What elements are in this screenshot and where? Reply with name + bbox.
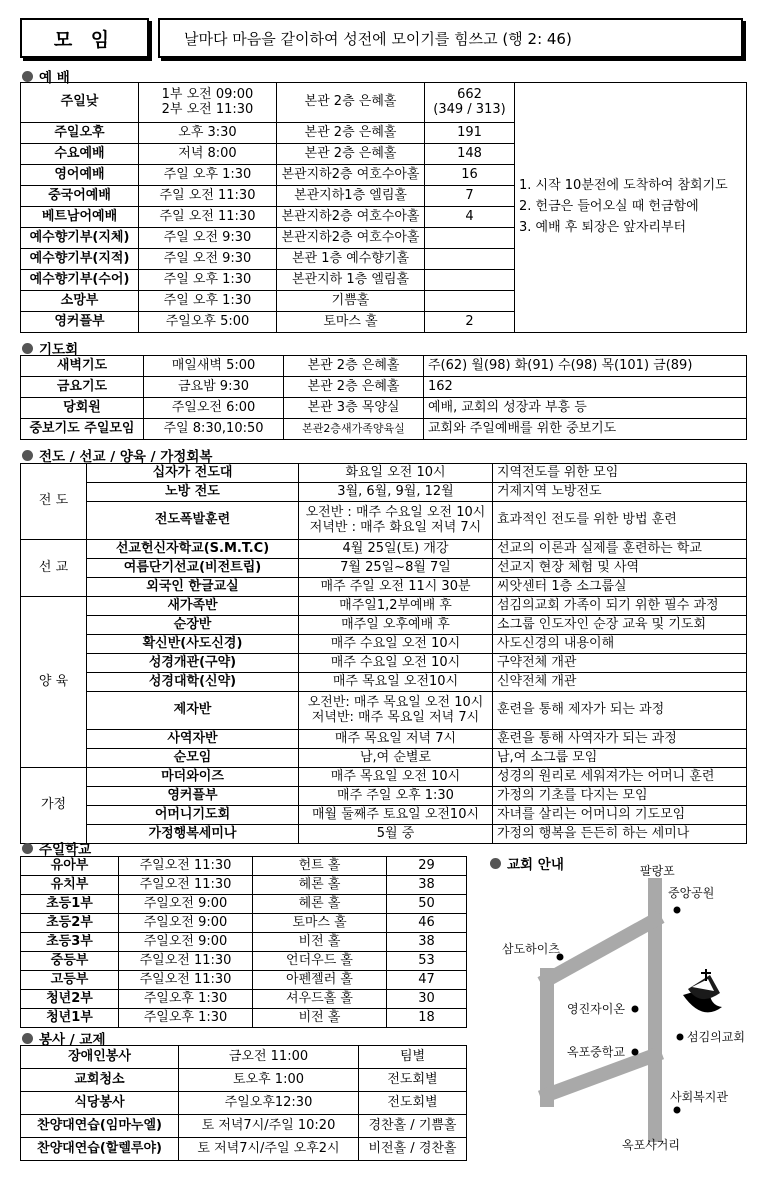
mission-name: 십자가 전도대	[87, 464, 299, 483]
worship-note: 2. 헌금은 들어오실 때 헌금함에	[519, 199, 699, 215]
mission-row	[21, 502, 747, 540]
prayer-row	[21, 419, 747, 440]
mission-row	[21, 616, 747, 635]
mission-group-label: 선 교	[21, 540, 87, 597]
mission-time: 매주일1,2부예배 후	[299, 597, 493, 616]
worship-note: 3. 예배 후 퇴장은 앞자리부터	[519, 219, 687, 235]
worship-time	[139, 83, 277, 123]
mission-time-line: 저녁반 : 매주 화요일 저녁 7시	[309, 519, 482, 535]
map-dot-okpo	[632, 1049, 639, 1056]
mission-desc: 가정의 행복을 든든히 하는 세미나	[493, 825, 747, 844]
worship-name: 영어예배	[21, 165, 139, 186]
mission-group-label: 가정	[21, 768, 87, 844]
mission-name: 확신반(사도신경)	[87, 635, 299, 654]
mission-name: 성경개관(구약)	[87, 654, 299, 673]
section-title: 주일학교	[39, 842, 92, 858]
worship-place: 본관 1층 예수향기홀	[277, 249, 425, 270]
mission-name: 제자반	[87, 692, 299, 730]
mission-desc: 지역전도를 위한 모임	[493, 464, 747, 483]
service-team: 경찬홀 / 기쁨홀	[359, 1115, 467, 1138]
mission-row	[21, 673, 747, 692]
map-dot-youngjin	[632, 1006, 639, 1013]
prayer-place: 본관 2층 은혜홀	[284, 377, 424, 398]
prayer-name: 금요기도	[21, 377, 144, 398]
worship-time: 주일 오전 11:30	[139, 186, 277, 207]
prayer-time: 매일새벽 5:00	[144, 356, 284, 377]
worship-table	[20, 82, 747, 333]
mission-desc: 성경의 원리로 세워져가는 어머니 훈련	[493, 768, 747, 787]
mission-row	[21, 559, 747, 578]
map-dot-welfare	[674, 1107, 681, 1114]
bullet-icon	[22, 71, 33, 82]
mission-row	[21, 749, 747, 768]
worship-count	[425, 291, 515, 312]
school-place: 비전 홀	[253, 1009, 387, 1028]
mission-desc: 구약전체 개관	[493, 654, 747, 673]
service-time: 금오전 11:00	[179, 1046, 359, 1069]
mission-name: 전도폭발훈련	[87, 502, 299, 540]
school-name: 초등1부	[21, 895, 119, 914]
mission-time: 4월 25일(토) 개강	[299, 540, 493, 559]
mission-time-line: 저녁반: 매주 목요일 저녁 7시	[311, 709, 480, 725]
worship-count: 2	[425, 312, 515, 333]
school-name: 고등부	[21, 971, 119, 990]
mission-time: 매주 수요일 오전 10시	[299, 635, 493, 654]
header-verse-box	[158, 18, 743, 58]
school-name: 초등2부	[21, 914, 119, 933]
worship-time: 주일 오후 1:30	[139, 165, 277, 186]
label-samdo: 삼도하이츠	[502, 942, 560, 956]
mission-row	[21, 768, 747, 787]
prayer-note: 주(62) 월(98) 화(91) 수(98) 목(101) 금(89)	[424, 356, 747, 377]
mission-time: 매주 목요일 저녁 7시	[299, 730, 493, 749]
worship-name: 중국어예배	[21, 186, 139, 207]
service-table	[20, 1045, 467, 1161]
prayer-note: 162	[424, 377, 747, 398]
school-row	[21, 914, 467, 933]
worship-time: 주일 오후 1:30	[139, 291, 277, 312]
school-name: 유치부	[21, 876, 119, 895]
school-count: 47	[387, 971, 467, 990]
worship-time: 주일오후 5:00	[139, 312, 277, 333]
mission-name: 새가족반	[87, 597, 299, 616]
mission-row	[21, 730, 747, 749]
mission-row	[21, 654, 747, 673]
prayer-table	[20, 355, 747, 440]
school-place: 헤론 홀	[253, 876, 387, 895]
school-count: 30	[387, 990, 467, 1009]
service-row	[21, 1138, 467, 1161]
map-graphic	[480, 845, 750, 1165]
worship-notes	[515, 83, 747, 333]
mission-row	[21, 787, 747, 806]
prayer-name: 당회원	[21, 398, 144, 419]
sunday-school-table	[20, 856, 467, 1028]
school-name: 초등3부	[21, 933, 119, 952]
mission-desc: 선교지 현장 체험 및 사역	[493, 559, 747, 578]
prayer-note: 예배, 교회의 성장과 부흥 등	[424, 398, 747, 419]
worship-name: 예수향기부(지체)	[21, 228, 139, 249]
school-row	[21, 857, 467, 876]
school-row	[21, 895, 467, 914]
section-title: 봉사 / 교제	[39, 1032, 106, 1048]
service-name: 장애인봉사	[21, 1046, 179, 1069]
prayer-name: 중보기도 주일모임	[21, 419, 144, 440]
mission-desc: 씨앗센터 1층 소그룹실	[493, 578, 747, 597]
service-name: 교회청소	[21, 1069, 179, 1092]
prayer-place: 본관2층새가족양육실	[284, 419, 424, 440]
service-team: 전도회별	[359, 1092, 467, 1115]
school-row	[21, 990, 467, 1009]
mission-row	[21, 825, 747, 844]
mission-time: 5월 중	[299, 825, 493, 844]
school-name: 청년1부	[21, 1009, 119, 1028]
worship-place: 기쁨홀	[277, 291, 425, 312]
worship-count: 191	[425, 123, 515, 144]
section-title: 예 배	[39, 70, 70, 86]
worship-time: 오후 3:30	[139, 123, 277, 144]
prayer-name: 새벽기도	[21, 356, 144, 377]
worship-name: 베트남어예배	[21, 207, 139, 228]
mission-desc: 남,여 소그룹 모임	[493, 749, 747, 768]
school-time: 주일오전 11:30	[119, 952, 253, 971]
worship-name: 주일오후	[21, 123, 139, 144]
service-time: 토 저녁7시/주일 오후2시	[179, 1138, 359, 1161]
prayer-row	[21, 398, 747, 419]
worship-name: 주일낮	[21, 83, 139, 123]
mission-desc: 신약전체 개관	[493, 673, 747, 692]
mission-group-label: 양 육	[21, 597, 87, 768]
school-name: 유아부	[21, 857, 119, 876]
school-place: 언더우드 홀	[253, 952, 387, 971]
worship-count	[425, 249, 515, 270]
mission-desc: 거제지역 노방전도	[493, 483, 747, 502]
service-team: 전도회별	[359, 1069, 467, 1092]
worship-count-line: (349 / 313)	[433, 101, 506, 117]
mission-time: 매주 주일 오전 11시 30분	[299, 578, 493, 597]
school-count: 18	[387, 1009, 467, 1028]
service-row	[21, 1069, 467, 1092]
mission-time-line: 오전반 : 매주 수요일 오전 10시	[305, 504, 486, 520]
worship-name: 예수향기부(수어)	[21, 270, 139, 291]
school-row	[21, 876, 467, 895]
mission-time	[299, 502, 493, 540]
map-title: 교회 안내	[490, 853, 564, 873]
service-time: 토오후 1:00	[179, 1069, 359, 1092]
worship-time: 주일 오전 9:30	[139, 249, 277, 270]
mission-time: 남,여 순별로	[299, 749, 493, 768]
mission-desc: 훈련을 통해 제자가 되는 과정	[493, 692, 747, 730]
worship-place: 본관 2층 은혜홀	[277, 83, 425, 123]
header-title-box	[20, 18, 149, 58]
worship-time: 주일 오후 1:30	[139, 270, 277, 291]
worship-note: 1. 시작 10분전에 도착하여 참회기도	[519, 178, 728, 194]
worship-count	[425, 83, 515, 123]
section-title: 기도회	[39, 342, 79, 358]
school-place: 아펜젤러 홀	[253, 971, 387, 990]
mission-row	[21, 597, 747, 616]
service-team: 팀별	[359, 1046, 467, 1069]
school-time: 주일오후 1:30	[119, 1009, 253, 1028]
label-palrangpo: 팔랑포	[640, 864, 675, 878]
worship-name: 수요예배	[21, 144, 139, 165]
bullet-icon	[22, 450, 33, 461]
mission-group-label: 전 도	[21, 464, 87, 540]
school-count: 29	[387, 857, 467, 876]
mission-time: 7월 25일~8월 7일	[299, 559, 493, 578]
mission-time: 화요일 오전 10시	[299, 464, 493, 483]
prayer-row	[21, 356, 747, 377]
school-time: 주일오전 11:30	[119, 971, 253, 990]
map-dot-church	[677, 1034, 684, 1041]
label-crossroad: 옥포사거리	[622, 1138, 680, 1152]
school-place: 헌트 홀	[253, 857, 387, 876]
service-row	[21, 1115, 467, 1138]
label-park: 중앙공원	[668, 886, 715, 900]
school-place: 헤론 홀	[253, 895, 387, 914]
mission-name: 어머니기도회	[87, 806, 299, 825]
section-mission	[22, 445, 212, 465]
mission-time: 매주 목요일 오전 10시	[299, 768, 493, 787]
mission-time: 매주 수요일 오전 10시	[299, 654, 493, 673]
worship-name: 영커플부	[21, 312, 139, 333]
label-church: 섬김의교회	[687, 1030, 745, 1044]
mission-time: 매주 목요일 오전10시	[299, 673, 493, 692]
worship-row	[21, 83, 747, 123]
school-time: 주일오전 11:30	[119, 857, 253, 876]
mission-name: 외국인 한글교실	[87, 578, 299, 597]
mission-name: 가정행복세미나	[87, 825, 299, 844]
header-verse: 날마다 마음을 같이하여 성전에 모이기를 힘쓰고 (행 2: 46)	[184, 29, 572, 48]
mission-row	[21, 464, 747, 483]
worship-place: 본관지하 1층 엘림홀	[277, 270, 425, 291]
worship-count: 16	[425, 165, 515, 186]
school-count: 53	[387, 952, 467, 971]
mission-desc: 섬김의교회 가족이 되기 위한 필수 과정	[493, 597, 747, 616]
worship-place: 본관지하2층 여호수아홀	[277, 228, 425, 249]
school-place: 비전 홀	[253, 933, 387, 952]
label-welfare: 사회복지관	[670, 1090, 728, 1104]
worship-place: 본관지하1층 엘림홀	[277, 186, 425, 207]
prayer-note: 교회와 주일예배를 위한 중보기도	[424, 419, 747, 440]
school-time: 주일오전 9:00	[119, 914, 253, 933]
school-count: 38	[387, 876, 467, 895]
service-name: 찬양대연습(임마누엘)	[21, 1115, 179, 1138]
mission-desc: 효과적인 전도를 위한 방법 훈련	[493, 502, 747, 540]
worship-count: 7	[425, 186, 515, 207]
service-name: 식당봉사	[21, 1092, 179, 1115]
mission-table	[20, 463, 747, 844]
worship-count	[425, 270, 515, 291]
mission-name: 노방 전도	[87, 483, 299, 502]
school-row	[21, 1009, 467, 1028]
label-youngjin: 영진자이온	[567, 1002, 625, 1016]
school-row	[21, 952, 467, 971]
mission-desc: 사도신경의 내용이해	[493, 635, 747, 654]
service-time: 주일오후12:30	[179, 1092, 359, 1115]
school-row	[21, 971, 467, 990]
mission-desc: 가정의 기초를 다지는 모임	[493, 787, 747, 806]
school-count: 46	[387, 914, 467, 933]
header-title: 모 임	[53, 28, 116, 51]
service-row	[21, 1046, 467, 1069]
section-sunday-school	[22, 838, 91, 858]
mission-time: 매주 주일 오후 1:30	[299, 787, 493, 806]
mission-desc: 소그룹 인도자인 순장 교육 및 기도회	[493, 616, 747, 635]
mission-name: 순장반	[87, 616, 299, 635]
service-team: 비전홀 / 경찬홀	[359, 1138, 467, 1161]
mission-time-line: 오전반: 매주 목요일 오전 10시	[307, 694, 484, 710]
prayer-row	[21, 377, 747, 398]
cross-road-top	[547, 920, 655, 980]
worship-count-line: 662	[457, 86, 482, 102]
school-place: 토마스 홀	[253, 914, 387, 933]
worship-time-line: 2부 오전 11:30	[161, 101, 254, 117]
mission-name: 선교헌신자학교(S.M.T.C)	[87, 540, 299, 559]
worship-place: 본관지하2층 여호수아홀	[277, 207, 425, 228]
worship-time: 주일 오전 9:30	[139, 228, 277, 249]
school-name: 청년2부	[21, 990, 119, 1009]
mission-time: 매주일 오후예배 후	[299, 616, 493, 635]
mission-name: 사역자반	[87, 730, 299, 749]
mission-row	[21, 578, 747, 597]
section-title: 전도 / 선교 / 양육 / 가정회복	[39, 449, 213, 465]
mission-desc: 선교의 이론과 실제를 훈련하는 학교	[493, 540, 747, 559]
mission-name: 영커플부	[87, 787, 299, 806]
bullet-icon	[22, 343, 33, 354]
prayer-time: 주일 8:30,10:50	[144, 419, 284, 440]
mission-desc: 훈련을 통해 사역자가 되는 과정	[493, 730, 747, 749]
worship-place: 토마스 홀	[277, 312, 425, 333]
service-row	[21, 1092, 467, 1115]
service-name: 찬양대연습(할렐루야)	[21, 1138, 179, 1161]
worship-count	[425, 228, 515, 249]
school-time: 주일오전 9:00	[119, 895, 253, 914]
worship-place: 본관 2층 은혜홀	[277, 144, 425, 165]
label-okpo-ms: 옥포중학교	[567, 1045, 625, 1059]
school-count: 50	[387, 895, 467, 914]
worship-name: 예수향기부(지적)	[21, 249, 139, 270]
school-row	[21, 933, 467, 952]
map-dot-park	[674, 907, 681, 914]
school-time: 주일오전 11:30	[119, 876, 253, 895]
prayer-time: 주일오전 6:00	[144, 398, 284, 419]
worship-count: 4	[425, 207, 515, 228]
prayer-place: 본관 2층 은혜홀	[284, 356, 424, 377]
worship-place: 본관지하2층 여호수아홀	[277, 165, 425, 186]
mission-row	[21, 806, 747, 825]
mission-time: 매월 둘째주 토요일 오전10시	[299, 806, 493, 825]
cross-road-bottom	[547, 1055, 655, 1095]
school-name: 중등부	[21, 952, 119, 971]
worship-time-line: 1부 오전 09:00	[161, 86, 254, 102]
mission-time: 3월, 6월, 9월, 12월	[299, 483, 493, 502]
school-place: 셔우드홀 홀	[253, 990, 387, 1009]
mission-name: 여름단기선교(비전트립)	[87, 559, 299, 578]
prayer-place: 본관 3층 목양실	[284, 398, 424, 419]
prayer-time: 금요밤 9:30	[144, 377, 284, 398]
worship-name: 소망부	[21, 291, 139, 312]
worship-time: 주일 오전 11:30	[139, 207, 277, 228]
mission-name: 순모임	[87, 749, 299, 768]
bullet-icon	[22, 1033, 33, 1044]
mission-row	[21, 635, 747, 654]
mission-time	[299, 692, 493, 730]
worship-count: 148	[425, 144, 515, 165]
school-time: 주일오전 9:00	[119, 933, 253, 952]
worship-place: 본관 2층 은혜홀	[277, 123, 425, 144]
mission-row	[21, 540, 747, 559]
school-time: 주일오후 1:30	[119, 990, 253, 1009]
bullet-icon	[22, 843, 33, 854]
school-count: 38	[387, 933, 467, 952]
worship-time: 저녁 8:00	[139, 144, 277, 165]
mission-row	[21, 483, 747, 502]
mission-name: 성경대학(신약)	[87, 673, 299, 692]
church-logo-icon	[683, 969, 722, 1012]
mission-desc: 자녀를 살리는 어머니의 기도모임	[493, 806, 747, 825]
service-time: 토 저녁7시/주일 10:20	[179, 1115, 359, 1138]
church-map	[480, 845, 750, 1165]
mission-name: 마더와이즈	[87, 768, 299, 787]
mission-row	[21, 692, 747, 730]
